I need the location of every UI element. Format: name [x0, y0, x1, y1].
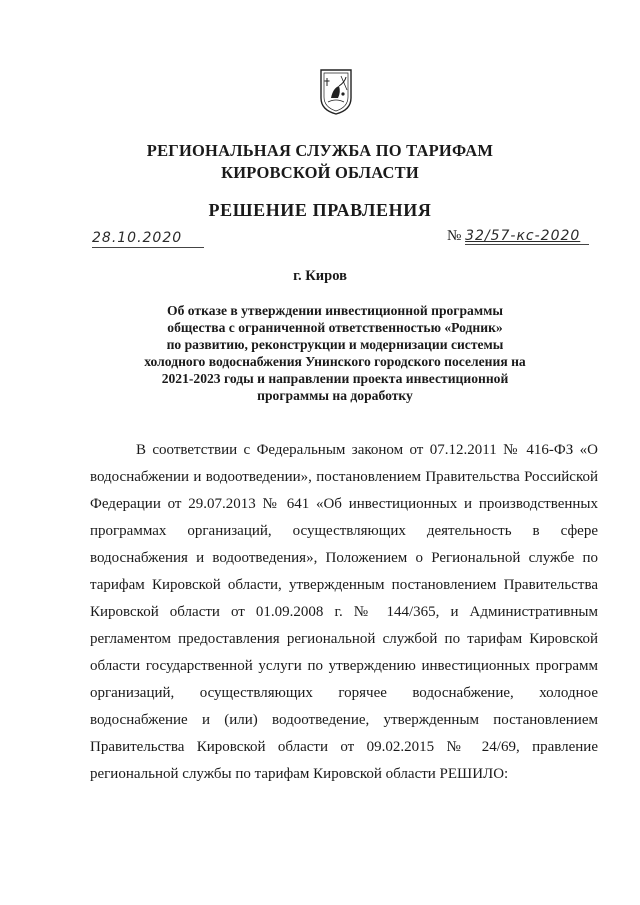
number-sign: № — [447, 228, 462, 244]
document-number: 32/57-кс-2020 — [465, 228, 589, 245]
title-line: Об отказе в утверждении инвестиционной программы — [167, 303, 503, 318]
title-line: по развитию, реконструкции и модернизации системы — [166, 337, 504, 352]
kirov-coat-of-arms-icon — [319, 68, 353, 116]
title-line: холодного водоснабжения Унинского городского поселения на — [144, 354, 526, 369]
document-number-field — [447, 228, 597, 245]
document-date: 28.10.2020 — [92, 230, 204, 248]
document-type-heading: РЕШЕНИЕ ПРАВЛЕНИЯ — [208, 200, 432, 220]
organization-name-line-1: РЕГИОНАЛЬНАЯ СЛУЖБА ПО ТАРИФАМ — [146, 141, 494, 160]
city-label: г. Киров — [293, 268, 347, 284]
title-line: программы на доработку — [257, 388, 413, 403]
body-paragraph: В соответствии с Федеральным законом от 07.12.2011 № 416-ФЗ «О водоснабжении и водоотведении», постановлением Правительства Российской Федерации от 29.07.2013 № 641 «Об инвестиционных и производственных программах организаций, осуществляющих деятельность в сфере водоснабжения и водоотведения», Положением о Региональной службе по тарифам Кировской области, утвержденным постановлением Правительства Кировской области от 01.09.2008 г. № 144/365, и Административным регламентом предоставления региональной службой по тарифам Кировской области государственной услуги по утверждению инвестиционных программ организаций, осуществляющих горячее водоснабжение, холодное водоснабжение и (или) водоотведение, утвержденным постановлением Правительства Кировской области от 09.02.2015 № 24/69, правление региональной службы по тарифам Кировской области РЕШИЛО: — [90, 442, 598, 782]
decision-title — [130, 302, 540, 404]
organization-name-line-2: КИРОВСКОЙ ОБЛАСТИ — [221, 163, 419, 182]
title-line: общества с ограниченной ответственностью «Родник» — [167, 320, 503, 335]
title-line: 2021-2023 годы и направлении проекта инвестиционной — [161, 371, 509, 386]
